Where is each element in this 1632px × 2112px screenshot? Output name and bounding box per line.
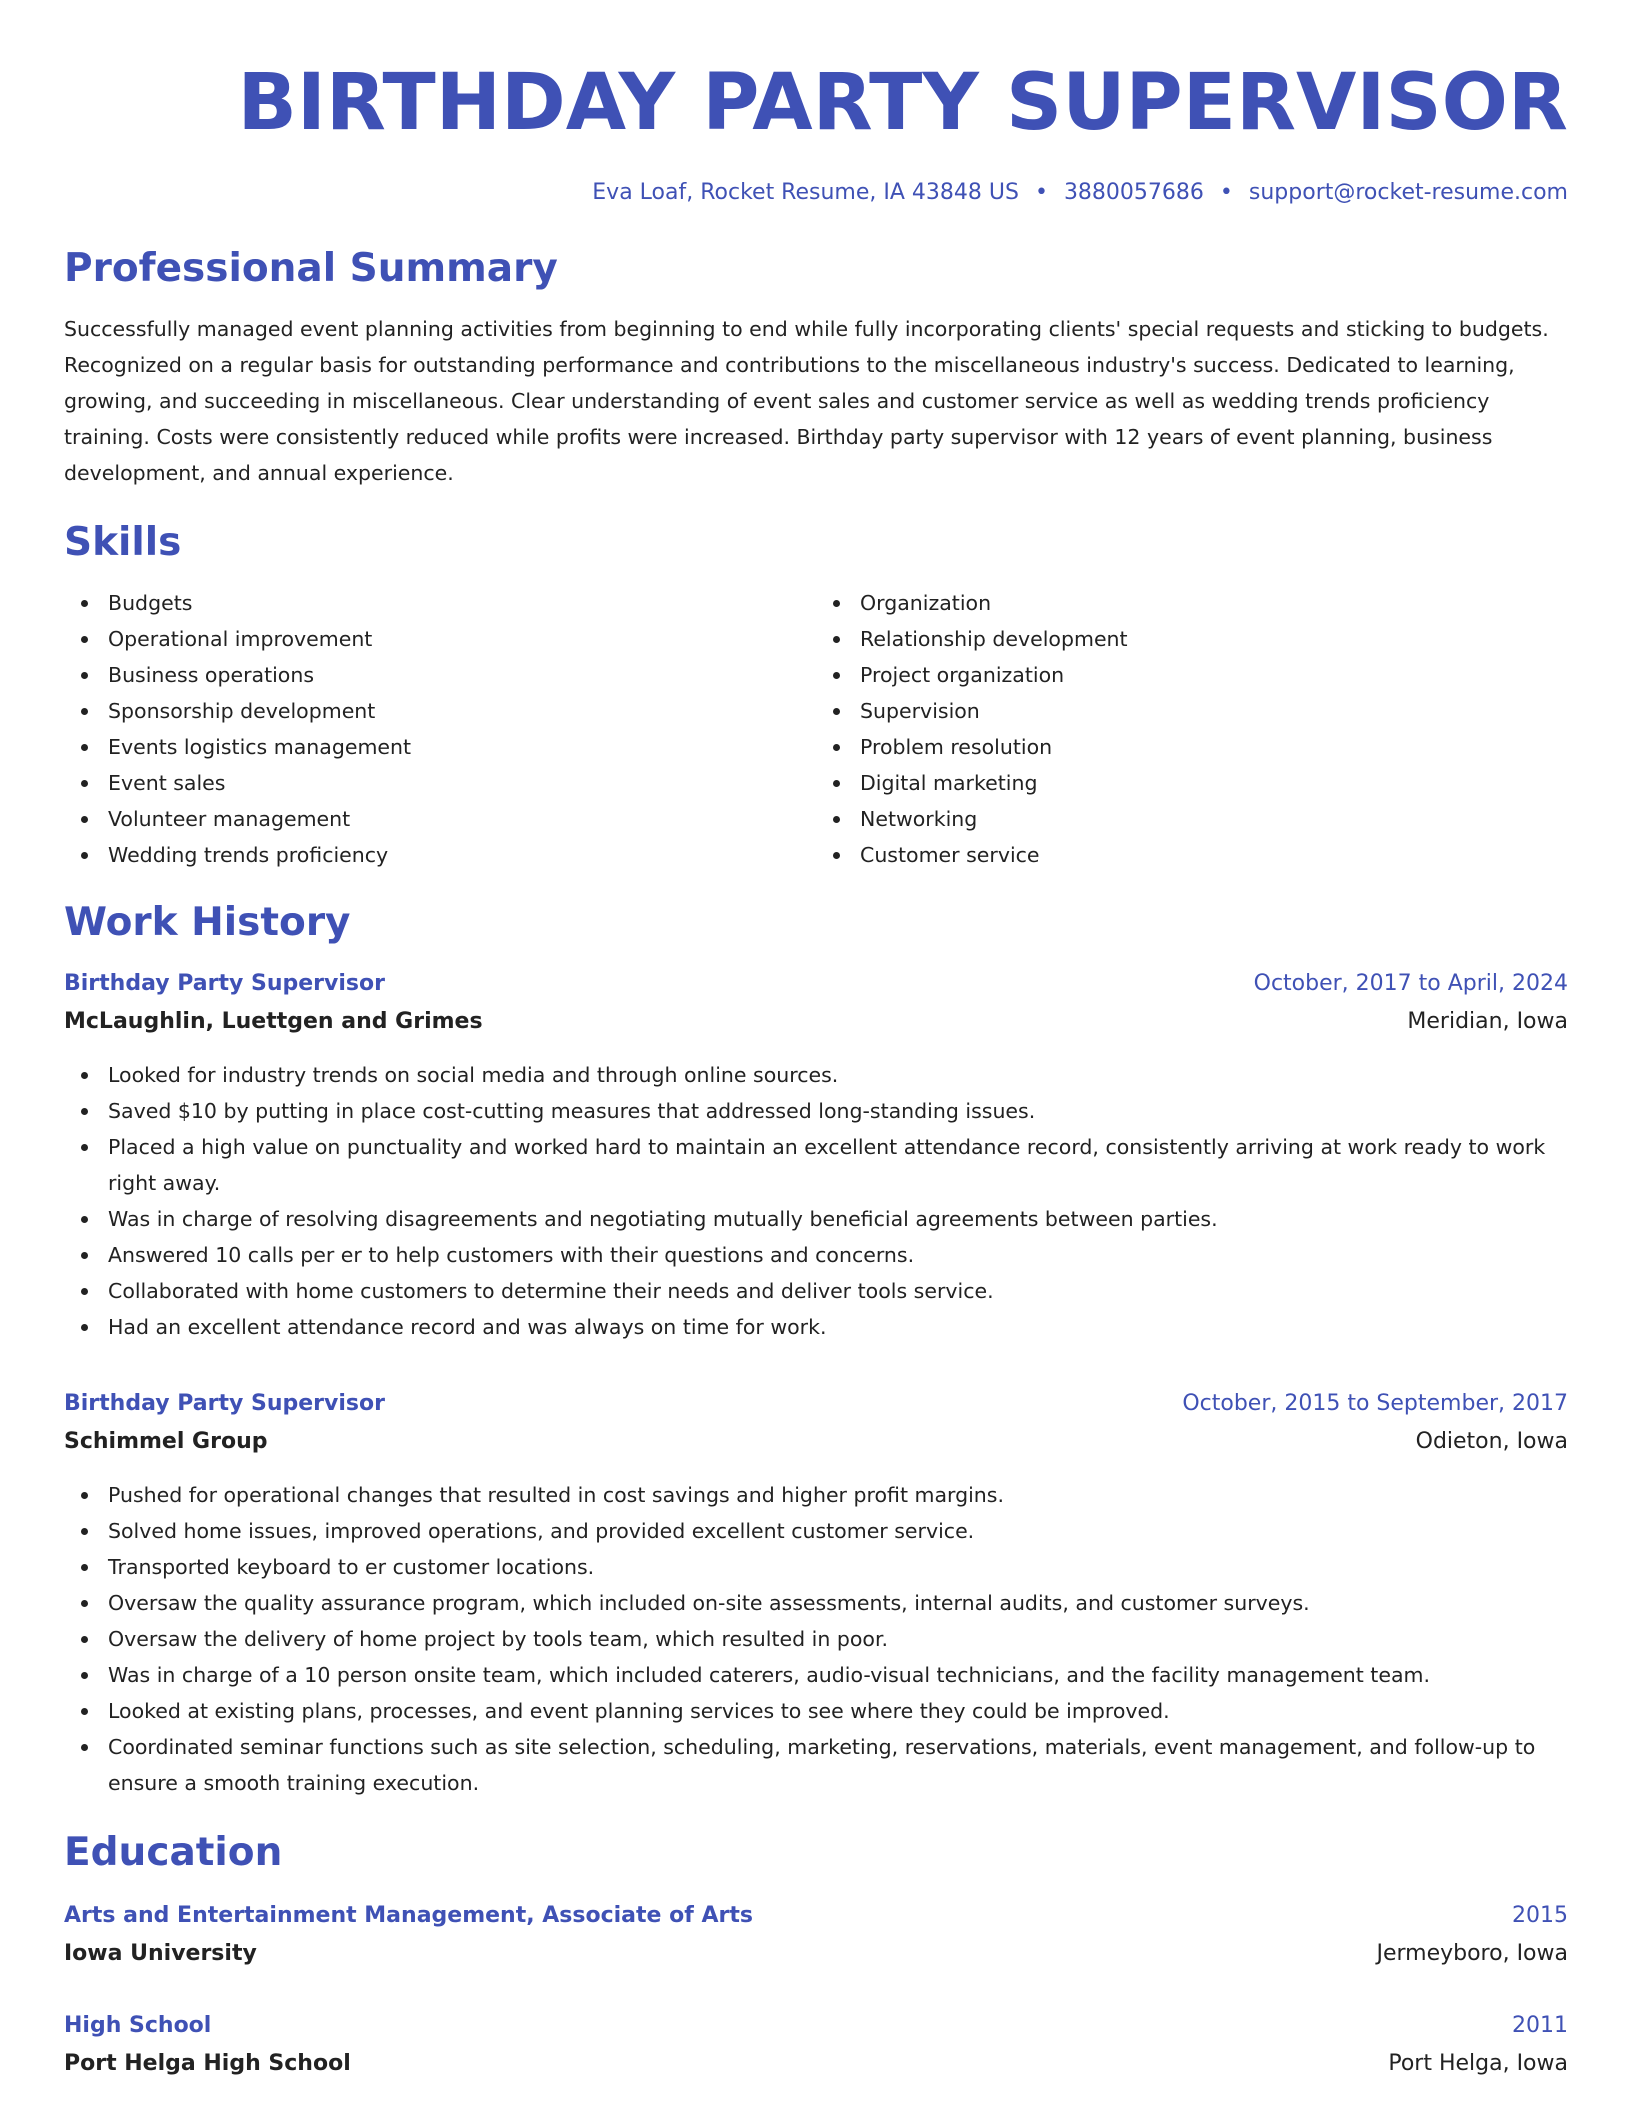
job-company-row [64, 1003, 1568, 1041]
job-dates: October, 2015 to September, 2017 [1182, 1391, 1568, 1416]
job-bullet: Was in charge of a 10 person onsite team, which included caterers, audio-visual technicians, and the facility management team. [108, 1657, 1568, 1693]
education-year: 2015 [1512, 1903, 1568, 1928]
skill-item: Supervision [860, 693, 1568, 729]
job-location: Meridian, Iowa [1407, 1009, 1568, 1034]
summary-heading: Professional Summary [64, 246, 558, 291]
job-title: Birthday Party Supervisor [64, 1391, 385, 1416]
summary-text: Successfully managed event planning activities from beginning to end while fully incorporating clients' special requests and sticking to budgets. Recognized on a regular basis for outstanding performance and contributions to the miscellaneous industry's success. Dedicated to learning, growing, and succeeding in miscellaneous. Clear understanding of event sales and customer service as well as wedding trends proficiency training. Costs were consistently reduced while profits were increased. Birthday party supervisor with 12 years of event planning, business development, and annual experience. [64, 317, 1549, 485]
skill-item: Events logistics management [108, 729, 816, 765]
contact-email: support@rocket-resume.com [1248, 180, 1568, 205]
skill-item: Business operations [108, 657, 816, 693]
education-header-row [64, 1897, 1568, 1935]
skills-list-right [816, 585, 1568, 873]
job-location: Odieton, Iowa [1415, 1429, 1568, 1454]
skill-item: Digital marketing [860, 765, 1568, 801]
skill-item: Problem resolution [860, 729, 1568, 765]
skills-grid [64, 585, 1568, 873]
contact-phone: 3880057686 [1063, 180, 1204, 205]
contact-address: Eva Loaf, Rocket Resume, IA 43848 US [592, 180, 1019, 205]
job-title: Birthday Party Supervisor [64, 971, 385, 996]
education-heading: Education [64, 1830, 283, 1875]
job-bullet: Saved $10 by putting in place cost-cutting measures that addressed long-standing issues. [108, 1093, 1568, 1129]
skill-item: Customer service [860, 837, 1568, 873]
job-bullet: Looked for industry trends on social media and through online sources. [108, 1057, 1568, 1093]
skill-item: Project organization [860, 657, 1568, 693]
job-bullet: Solved home issues, improved operations, and provided excellent customer service. [108, 1513, 1568, 1549]
job-bullet: Coordinated seminar functions such as site selection, scheduling, marketing, reservations, materials, event management, and follow-up to ensure a smooth training execution. [108, 1729, 1568, 1801]
education-location: Port Helga, Iowa [1388, 2051, 1568, 2076]
job-bullet: Oversaw the delivery of home project by tools team, which resulted in poor. [108, 1621, 1568, 1657]
contact-line [64, 180, 1568, 205]
job-bullet: Was in charge of resolving disagreements and negotiating mutually beneficial agreements between parties. [108, 1201, 1568, 1237]
job-header-row [64, 1385, 1568, 1423]
job-company-row [64, 1423, 1568, 1461]
education-school: Iowa University [64, 1941, 257, 1966]
skills-list-left [64, 585, 816, 873]
contact-separator: • [1219, 180, 1233, 205]
skills-heading: Skills [64, 520, 182, 565]
skill-item: Event sales [108, 765, 816, 801]
education-school: Port Helga High School [64, 2051, 351, 2076]
skill-item: Operational improvement [108, 621, 816, 657]
job-dates: October, 2017 to April, 2024 [1253, 971, 1568, 996]
skill-item: Organization [860, 585, 1568, 621]
skill-item: Budgets [108, 585, 816, 621]
job-entry [64, 1385, 1568, 1801]
job-bullet: Oversaw the quality assurance program, which included on-site assessments, internal audits, and customer surveys. [108, 1585, 1568, 1621]
education-school-row [64, 2045, 1568, 2083]
contact-separator: • [1034, 180, 1048, 205]
skill-item: Relationship development [860, 621, 1568, 657]
education-entry [64, 1897, 1568, 1973]
job-bullet: Placed a high value on punctuality and worked hard to maintain an excellent attendance record, consistently arriving at work ready to work right away. [108, 1129, 1568, 1201]
work-history-heading: Work History [64, 900, 351, 945]
job-company: McLaughlin, Luettgen and Grimes [64, 1009, 483, 1034]
job-header-row [64, 965, 1568, 1003]
job-bullet: Answered 10 calls per er to help customers with their questions and concerns. [108, 1237, 1568, 1273]
job-bullet: Collaborated with home customers to determine their needs and deliver tools service. [108, 1273, 1568, 1309]
job-bullet: Had an excellent attendance record and was always on time for work. [108, 1309, 1568, 1345]
job-bullets [64, 1477, 1568, 1801]
education-degree: High School [64, 2013, 212, 2038]
skill-item: Volunteer management [108, 801, 816, 837]
education-header-row [64, 2007, 1568, 2045]
education-year: 2011 [1512, 2013, 1568, 2038]
education-location: Jermeyboro, Iowa [1376, 1941, 1568, 1966]
skill-item: Wedding trends proficiency [108, 837, 816, 873]
resume-title: BIRTHDAY PARTY SUPERVISOR [237, 58, 1568, 148]
skill-item: Sponsorship development [108, 693, 816, 729]
skill-item: Networking [860, 801, 1568, 837]
education-entry [64, 2007, 1568, 2083]
job-company: Schimmel Group [64, 1429, 268, 1454]
education-school-row [64, 1935, 1568, 1973]
job-bullet: Transported keyboard to er customer locations. [108, 1549, 1568, 1585]
job-bullet: Pushed for operational changes that resulted in cost savings and higher profit margins. [108, 1477, 1568, 1513]
job-entry [64, 965, 1568, 1345]
education-degree: Arts and Entertainment Management, Associate of Arts [64, 1903, 753, 1928]
job-bullets [64, 1057, 1568, 1345]
job-bullet: Looked at existing plans, processes, and event planning services to see where they could be improved. [108, 1693, 1568, 1729]
